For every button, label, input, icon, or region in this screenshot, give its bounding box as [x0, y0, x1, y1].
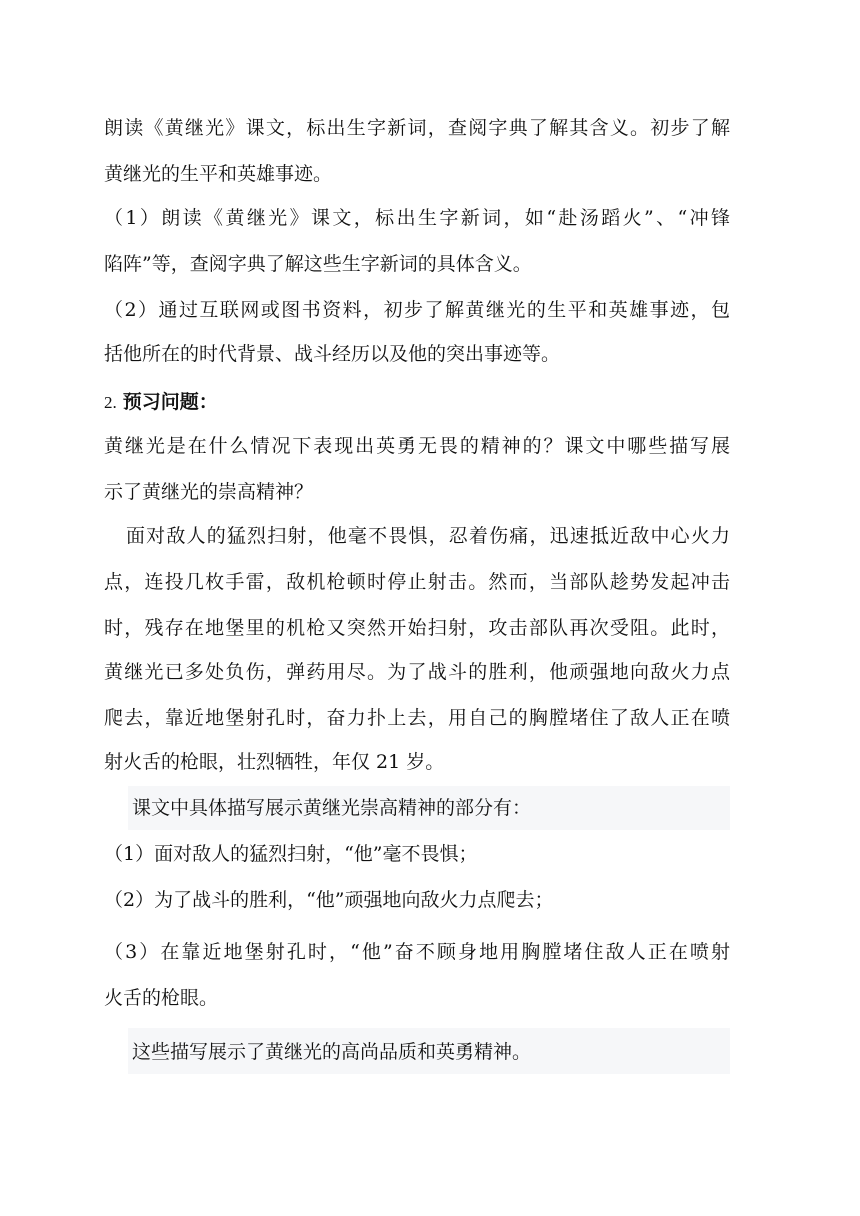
answer-line-5: 爬去，靠近地堡射孔时，奋力扑上去，用自己的胸膛堵住了敌人正在喷 — [104, 707, 730, 729]
intro-line-1: 朗读《黄继光》课文，标出生字新词，查阅字典了解其含义。初步了解 — [104, 117, 730, 139]
item1-line-2: 陷阵”等，查阅字典了解这些生字新词的具体含义。 — [104, 253, 532, 275]
summary-intro: 课文中具体描写展示黄继光崇高精神的部分有： — [132, 797, 532, 819]
answer-line-1: 面对敌人的猛烈扫射，他毫不畏惧，忍着伤痛，迅速抵近敌中心火力 — [126, 525, 730, 547]
answer-line-6: 射火舌的枪眼，壮烈牺牲，年仅 21 岁。 — [104, 751, 445, 773]
answer-line-3: 时，残存在地堡里的机枪又突然开始扫射，攻击部队再次受阻。此时， — [104, 617, 730, 639]
answer-line-2: 点，连投几枚手雷，敌机枪顿时停止射击。然而，当部队趁势发起冲击 — [104, 571, 730, 593]
item2-line-1: （2）通过互联网或图书资料，初步了解黄继光的生平和英雄事迹，包 — [104, 299, 730, 321]
question-line-1: 黄继光是在什么情况下表现出英勇无畏的精神的？课文中哪些描写展 — [104, 435, 730, 457]
point-2: （2）为了战斗的胜利，“他”顽强地向敌火力点爬去； — [104, 889, 554, 911]
section-heading — [104, 390, 730, 414]
section-number: 2. — [104, 393, 117, 412]
point-1: （1）面对敌人的猛烈扫射，“他”毫不畏惧； — [104, 843, 478, 865]
question-line-2: 示了黄继光的崇高精神？ — [104, 481, 314, 503]
point-3-line-1: （3）在靠近地堡射孔时，“他”奋不顾身地用胸膛堵住敌人正在喷射 — [104, 941, 730, 963]
item1-line-1: （1）朗读《黄继光》课文，标出生字新词，如“赴汤蹈火”、“冲锋 — [104, 207, 730, 229]
section-title: 预习问题： — [122, 391, 218, 413]
point-3-line-2: 火舌的枪眼。 — [104, 987, 219, 1009]
item2-line-2: 括他所在的时代背景、战斗经历以及他的突出事迹等。 — [104, 343, 561, 365]
intro-line-2: 黄继光的生平和英雄事迹。 — [104, 163, 333, 185]
answer-line-4: 黄继光已多处负伤，弹药用尽。为了战斗的胜利，他顽强地向敌火力点 — [104, 661, 730, 683]
conclusion: 这些描写展示了黄继光的高尚品质和英勇精神。 — [132, 1041, 532, 1063]
